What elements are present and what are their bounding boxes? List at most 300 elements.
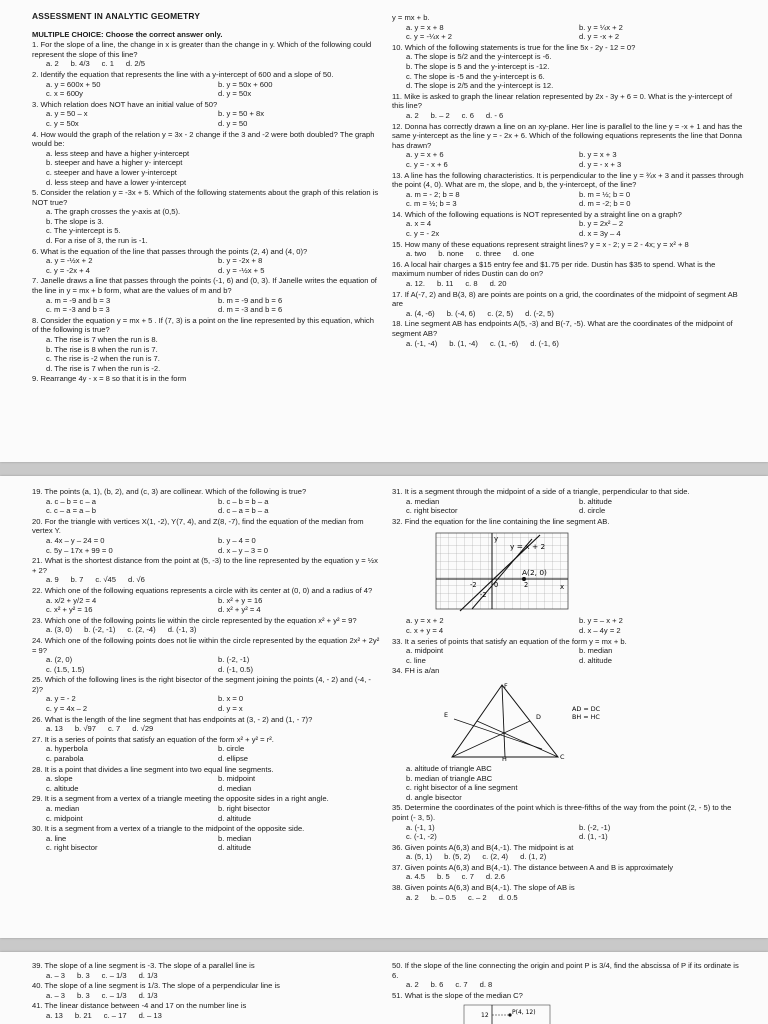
answer-option[interactable]: a. hyperbola (46, 744, 88, 754)
answer-options (32, 335, 382, 373)
question-stem (392, 961, 744, 980)
question-number: 17. (392, 289, 403, 299)
answer-option[interactable]: a. 13 (46, 724, 63, 734)
question-item (392, 961, 744, 990)
answer-option[interactable]: b. 4/3 (70, 59, 90, 69)
question-stem (392, 43, 744, 53)
answer-option[interactable]: a. line (46, 833, 67, 843)
answer-option[interactable]: c. 8 (465, 279, 478, 289)
answer-option[interactable]: d. (1, 2) (520, 852, 547, 862)
question-text: If A(-7, 2) and B(3, 8) are points are points on a grid, the coordinates of the midpoint of segment AB are (392, 289, 738, 309)
question-stem (32, 824, 382, 834)
question-item (392, 666, 744, 676)
answer-options (32, 149, 382, 187)
answer-option[interactable]: a. y = - 2 (46, 694, 76, 704)
worksheet-page-3 (0, 952, 768, 1024)
answer-option[interactable]: d. altitude (218, 813, 251, 823)
answer-option[interactable]: d. altitude (218, 843, 251, 853)
answer-option[interactable]: a. median (406, 496, 440, 506)
answer-option[interactable]: a. midpoint (406, 646, 444, 656)
question-text: For the triangle with vertices X(1, -2), Y(7, 4), and Z(8, -7), find the equation of the median from vertex Y. (32, 516, 364, 536)
answer-options (32, 59, 382, 69)
question-item (32, 636, 382, 674)
answer-option[interactable]: d. 8 (479, 980, 493, 990)
question-stem (392, 637, 744, 647)
answer-option[interactable]: c. (2, 5) (487, 308, 514, 318)
answer-option[interactable]: a. median (46, 804, 80, 813)
answer-option[interactable]: a. x/2 + y/2 = 4 (46, 595, 97, 605)
answer-option[interactable]: b. – 2 (430, 110, 450, 120)
answer-option[interactable]: c. y = -¼x + 2 (406, 32, 453, 42)
question-number: 37. (392, 862, 403, 872)
question-stem (32, 316, 382, 335)
answer-option[interactable]: c. 6 (461, 110, 474, 120)
answer-option[interactable]: c. right bisector (46, 843, 98, 853)
answer-options (32, 774, 382, 793)
answer-options (392, 616, 744, 635)
answer-option[interactable]: c. m = ½; b = 3 (406, 199, 457, 209)
question-item (392, 43, 744, 91)
answer-option[interactable]: a. m = -9 and b = 3 (46, 295, 111, 305)
question-stem (392, 666, 744, 676)
question-item (32, 374, 382, 384)
answer-option[interactable]: d. √29 (132, 724, 154, 734)
question-list (32, 961, 382, 1021)
question-number: 28. (32, 764, 43, 774)
answer-options (392, 279, 744, 289)
answer-option[interactable]: b. 6 (430, 980, 444, 990)
answer-option[interactable]: b. m = ½; b = 0 (579, 189, 631, 199)
question-stem (392, 13, 744, 23)
answer-option[interactable]: a. (3, 0) (46, 625, 73, 635)
coordinate-graph (432, 529, 572, 613)
answer-option[interactable]: d. 1/3 (138, 990, 158, 1000)
answer-option[interactable]: d. 20 (489, 279, 507, 289)
answer-option[interactable]: d. – 13 (138, 1010, 162, 1020)
answer-option[interactable]: c. The slope is -5 and the y-intercept is 6. (406, 71, 545, 81)
answer-option[interactable]: b. – 0.5 (430, 892, 457, 902)
answer-option[interactable]: a. 13 (46, 1010, 63, 1020)
answer-option[interactable]: b. m = -9 and b = 6 (218, 295, 283, 305)
question-number: 4. (32, 129, 39, 139)
question-text: The points (a, 1), (b, 2), and (c, 3) are collinear. Which of the following is true? (44, 487, 307, 496)
answer-option[interactable]: b. none (438, 249, 464, 259)
answer-option[interactable]: b. (5, 2) (444, 852, 471, 862)
answer-option[interactable]: c. m = -3 and b = 3 (46, 305, 110, 315)
question-item (392, 487, 744, 516)
question-text: If the slope of the line connecting the origin and point P is 3/4, find the abscissa of P if its ordinate is 6. (392, 961, 739, 980)
question-number: 9. (32, 374, 39, 384)
answer-option[interactable]: b. median (218, 833, 252, 843)
answer-option[interactable]: c. 7 (107, 724, 121, 734)
answer-option[interactable]: a. y = x + 8 (406, 22, 444, 32)
question-stem (392, 803, 744, 822)
question-text: What is the equation of the line that passes through the points (2, 4) and (4, 0)? (40, 246, 308, 256)
question-number: 35. (392, 803, 403, 813)
answer-option[interactable]: a. altitude of triangle ABC (406, 763, 492, 773)
answer-option[interactable]: c. midpoint (46, 813, 83, 823)
answer-option[interactable]: d. x = 3y – 4 (579, 229, 621, 239)
question-text: Which one of the following equations represents a circle with its center at (0, 0) and a radius of 4? (44, 585, 373, 595)
bisector-line (454, 719, 542, 749)
answer-option[interactable]: b. median of triangle ABC (406, 773, 493, 783)
answer-option[interactable]: b. y = x + 3 (579, 150, 617, 160)
question-text: It is a series of points that satisfy an equation of the form x² + y² = r². (44, 734, 274, 744)
answer-option[interactable]: d. y = 50 (218, 118, 248, 128)
answer-option[interactable]: c. y = 50x (46, 118, 79, 128)
question-number: 11. (392, 91, 402, 101)
answer-option[interactable]: d. y = - x + 3 (579, 159, 622, 169)
question-item (32, 517, 382, 555)
question-stem (32, 276, 382, 295)
question-stem (392, 517, 744, 527)
question-text: Donna has correctly drawn a line on an xy-plane. Her line is parallel to the line y = -x + 1 and has the same y-intercept as the line y = - 2x + 6. Which of the following equations represents the line that Donna has drawn? (392, 121, 743, 150)
answer-option[interactable]: a. y = 600x + 50 (46, 79, 101, 89)
answer-option[interactable]: c. – 2 (468, 892, 487, 902)
question-number: 33. (392, 636, 403, 646)
answer-option[interactable]: d. altitude (579, 655, 612, 665)
question-text: Which one of the following points lie within the circle represented by the equation x² + y² = 9? (44, 615, 357, 625)
answer-option[interactable]: b. The rise is 8 when the run is 7. (46, 344, 158, 354)
answer-option[interactable]: d. (-2, 5) (525, 308, 554, 318)
answer-option[interactable]: d. 2/5 (125, 59, 145, 69)
answer-option[interactable]: c. y = - x + 6 (406, 159, 448, 169)
answer-option[interactable]: d. m = -2; b = 0 (579, 199, 631, 209)
answer-option[interactable]: d. less steep and have a lower y-intercept (46, 177, 187, 187)
question-text: It is a segment from a vertex of a triangle meeting the opposite sides in a right angle. (44, 794, 329, 804)
answer-options (392, 980, 744, 990)
answer-option[interactable]: c. x + y = 4 (406, 625, 444, 635)
answer-option[interactable]: a. y = x + 2 (406, 616, 444, 626)
answer-option[interactable]: c. y = - 2x (406, 229, 440, 239)
answer-option[interactable]: d. x – 4y = 2 (579, 625, 621, 635)
answer-option[interactable]: c. (2, -4) (127, 625, 156, 635)
tick-neg2: -2 (470, 581, 477, 590)
question-stem (392, 260, 744, 279)
answer-option[interactable]: b. (-2, -1) (579, 822, 611, 832)
answer-option[interactable]: a. c – b = c – a (46, 496, 97, 506)
answer-option[interactable]: b. y = -2x + 8 (218, 256, 263, 266)
answer-option[interactable]: d. √6 (127, 575, 145, 585)
answer-option[interactable]: a. y = -½x + 2 (46, 256, 93, 266)
answer-option[interactable]: b. (-4, 6) (446, 308, 476, 318)
page2-right-column (392, 486, 744, 902)
question-stem (392, 991, 744, 1001)
answer-option[interactable]: b. The slope is 5 and the y-intercept is -12. (406, 61, 550, 71)
answer-option[interactable]: d. 0.5 (498, 892, 518, 902)
question-number: 14. (392, 209, 403, 219)
answer-option[interactable]: b. x² + y = 16 (218, 595, 263, 605)
answer-option[interactable]: c. three (475, 249, 501, 259)
answer-option[interactable]: a. (4, -6) (406, 308, 435, 318)
answer-option[interactable]: d. one (512, 249, 535, 259)
question-item (392, 290, 744, 319)
answer-option[interactable]: c. y = -2x + 4 (46, 265, 90, 275)
question-number: 51. (392, 990, 403, 1000)
question-number: 25. (32, 675, 43, 685)
question-stem (392, 843, 744, 853)
answer-option[interactable]: a. 9 (46, 575, 59, 585)
question-text: Line segment AB has endpoints A(5, -3) and B(-7, -5). What are the coordinates of the midpoint of segment AB? (392, 319, 733, 338)
question-number: 40. (32, 981, 43, 991)
worksheet-page-1 (0, 0, 768, 462)
tick-y-neg2: -2 (480, 591, 487, 600)
answer-option[interactable]: a. 12. (406, 279, 425, 289)
answer-option[interactable]: c. 1 (101, 59, 114, 69)
answer-option[interactable]: a. 2 (406, 892, 419, 902)
answer-option[interactable]: b. (-2, -1) (84, 625, 116, 635)
question-item (32, 735, 382, 764)
question-item (392, 883, 744, 902)
answer-option[interactable]: d. y = x (218, 704, 243, 714)
answer-option[interactable]: d. - 6 (485, 110, 504, 120)
answer-option[interactable]: c. y = 4x – 2 (46, 704, 88, 714)
question-number: 23. (32, 615, 43, 625)
question-number: 16. (392, 259, 403, 269)
answer-option[interactable]: d. y = -½x + 5 (218, 265, 265, 275)
answer-option[interactable]: b. y = 2x² – 2 (579, 219, 624, 229)
answer-option[interactable]: c. The rise is -2 when the run is 7. (46, 354, 160, 364)
answer-option[interactable]: d. circle (579, 506, 606, 516)
question-text: Consider the equation y = mx + 5 . If (7, 3) is a point on the line represented by this equation, which of the following is true? (32, 315, 374, 335)
question-item (32, 981, 382, 1000)
answer-option[interactable]: c. (2, 4) (482, 852, 509, 862)
question-stem (32, 487, 382, 497)
answer-option[interactable]: b. 3 (77, 970, 90, 980)
question-text: How would the graph of the relation y = 3x - 2 change if the 3 and -2 were both doubled? The graph would be: (32, 129, 375, 149)
answer-option[interactable]: c. 5y – 17x + 99 = 0 (46, 545, 113, 555)
question-stem (392, 240, 744, 250)
answer-option[interactable]: a. (-1, 1) (406, 822, 435, 832)
question-number: 30. (32, 824, 43, 834)
answer-option[interactable]: b. 3 (77, 990, 90, 1000)
question-text: A local hair charges a $15 entry fee and $1.75 per ride. Dustin has $35 to spend. What is the maximum number of rides Dustin can do on? (392, 259, 716, 279)
question-stem (32, 586, 382, 596)
tick-12: 12 (481, 1012, 489, 1020)
question-item (32, 765, 382, 794)
answer-option[interactable]: d. (-1, 6) (530, 338, 559, 348)
answer-option[interactable]: a. The rise is 7 when the run is 8. (46, 335, 158, 344)
question-number: 5. (32, 188, 39, 198)
answer-options (392, 23, 744, 42)
answer-option[interactable]: c. x² + y² = 16 (46, 605, 93, 615)
answer-option[interactable]: a. – 3 (46, 970, 65, 980)
answer-option[interactable]: c. right bisector (406, 506, 458, 516)
answer-options (32, 596, 382, 615)
answer-option[interactable]: d. c – a = b – a (218, 506, 269, 516)
question-item (392, 13, 744, 42)
answer-option[interactable]: c. (1.5, 1.5) (46, 664, 85, 674)
question-number: 31. (392, 487, 403, 496)
question-stem (392, 863, 744, 873)
answer-option[interactable]: a. (5, 1) (406, 852, 433, 862)
question-number: 15. (392, 239, 403, 249)
answer-option[interactable]: d. m = -3 and b = 6 (218, 305, 283, 315)
point-a-label: A(2, 0) (522, 568, 547, 578)
question-text: Which of the following equations is NOT represented by a straight line on a graph? (404, 209, 682, 219)
question-item (32, 487, 382, 516)
question-text: It a series of points that satisfy an equation of the form y = mx + b. (404, 636, 627, 646)
question-stem (392, 487, 744, 497)
answer-option[interactable]: c. line (406, 655, 426, 665)
answer-option[interactable]: a. 4.5 (406, 872, 425, 882)
question-text: y = mx + b. (392, 13, 430, 22)
answer-option[interactable]: a. The graph crosses the y-axis at (0,5). (46, 207, 181, 217)
answer-option[interactable]: d. angle bisector (406, 792, 462, 802)
answer-option[interactable]: c. 7 (455, 980, 468, 990)
note-ad-dc: AD = DC (572, 704, 601, 713)
answer-option[interactable]: a. x = 4 (406, 219, 432, 229)
page1-right-column (392, 12, 744, 348)
answer-option[interactable]: b. circle (218, 744, 245, 754)
question-item (392, 517, 744, 527)
answer-option[interactable]: c. steeper and have a lower y-intercept (46, 167, 177, 177)
answer-options (32, 834, 382, 853)
question-number: 20. (32, 516, 43, 526)
answer-option[interactable]: a. less steep and have a higher y-intercept (46, 148, 190, 158)
question-text: Rearrange 4y - x = 8 so that it is in the form (40, 374, 187, 384)
page2-left-column (32, 486, 382, 853)
point-p-label: P(4, 12) (512, 1009, 536, 1017)
answer-option[interactable]: b. steeper and have a higher y- intercept (46, 158, 183, 168)
answer-option[interactable]: b. y = ¼x + 2 (579, 22, 623, 32)
label-h: H (502, 754, 507, 761)
question-text: For the slope of a line, the change in x is greater than the change in y. Which of the following could represent the slope of this line? (32, 40, 372, 59)
answer-option[interactable]: a. 4x – y – 24 = 0 (46, 535, 105, 545)
answer-option[interactable]: c. (-1, -2) (406, 832, 437, 842)
answer-option[interactable]: c. right bisector of a line segment (406, 783, 518, 793)
answer-option[interactable]: b. The slope is 3. (46, 216, 104, 226)
answer-option[interactable]: d. The slope is 2/5 and the y-intercept is 12. (406, 81, 554, 91)
answer-option[interactable]: a. 2 (406, 110, 419, 120)
answer-option[interactable]: d. 2.6 (485, 872, 505, 882)
question-number: 8. (32, 315, 39, 325)
answer-option[interactable]: d. (1, -1) (579, 832, 608, 842)
question-item (32, 794, 382, 823)
answer-option[interactable]: b. 5 (437, 872, 450, 882)
question-list (392, 764, 744, 902)
answer-option[interactable]: b. median (579, 646, 613, 656)
question-stem (392, 883, 744, 893)
answer-option[interactable]: c. √45 (95, 575, 116, 585)
answer-options (392, 150, 744, 169)
answer-option[interactable]: a. – 3 (46, 990, 65, 1000)
answer-option[interactable]: a. y = x + 6 (406, 150, 444, 160)
question-text: Janelle draws a line that passes through the points (-1, 6) and (0, 3). If Janelle writes the equation of the line in y = mx + b form, what are the values of m and b? (32, 276, 377, 296)
answer-option[interactable]: b. 11 (437, 279, 454, 289)
answer-option[interactable]: a. m = - 2; b = 8 (406, 189, 460, 199)
answer-option[interactable]: d. The rise is 7 when the run is -2. (46, 363, 161, 373)
question-stem (32, 675, 382, 694)
answer-option[interactable]: a. slope (46, 774, 73, 784)
answer-option[interactable]: d. x² + y² = 4 (218, 605, 261, 615)
answer-option[interactable]: c. parabola (46, 754, 84, 764)
question-text: What is the shortest distance from the point at (5, -3) to the line represented by the equation y = ½x + 2? (32, 556, 378, 575)
answer-option[interactable]: a. y = 50 – x (46, 109, 88, 119)
answer-option[interactable]: b. 21 (74, 1010, 92, 1020)
answer-option[interactable]: d. median (218, 783, 252, 793)
answer-options (32, 724, 382, 734)
answer-option[interactable]: b. y – 4 = 0 (218, 535, 256, 545)
answer-option[interactable]: b. midpoint (218, 774, 256, 784)
answer-options (392, 309, 744, 319)
answer-option[interactable]: d. (-1, 0.5) (218, 664, 254, 674)
answer-option[interactable]: c. The y-intercept is 5. (46, 226, 121, 236)
answer-options (392, 52, 744, 90)
question-stem (392, 210, 744, 220)
answer-option[interactable]: b. y = 50 + 8x (218, 109, 265, 119)
worksheet-page-2 (0, 476, 768, 938)
question-stem (32, 735, 382, 745)
question-list (392, 616, 744, 676)
answer-option[interactable]: c. (1, -6) (489, 338, 519, 348)
answer-option[interactable]: b. √97 (74, 724, 96, 734)
question-text: Determine the coordinates of the point which is three-fifths of the way from the point (2, - 5) to the point (- 3, 5). (392, 803, 732, 822)
answer-option[interactable]: b. 7 (70, 575, 84, 585)
answer-option[interactable]: b. right bisector (218, 804, 270, 813)
question-number: 24. (32, 635, 43, 645)
answer-option[interactable]: c. – 17 (103, 1010, 127, 1020)
answer-option[interactable]: d. 1/3 (138, 970, 158, 980)
answer-option[interactable]: c. – 1/3 (101, 970, 127, 980)
answer-option[interactable]: a. The slope is 5/2 and the y-intercept is -6. (406, 52, 552, 62)
answer-option[interactable]: c. c – a = a – b (46, 506, 97, 516)
answer-option[interactable]: d. ellipse (218, 754, 248, 764)
answer-option[interactable]: c. altitude (46, 783, 79, 793)
answer-option[interactable]: b. altitude (579, 496, 612, 506)
answer-option[interactable]: b. y = 50x + 600 (218, 79, 273, 89)
question-item (392, 991, 744, 1001)
answer-option[interactable]: b. (1, -4) (449, 338, 478, 348)
question-number: 7. (32, 276, 39, 286)
answer-option[interactable]: a. 2 (406, 980, 419, 990)
instructions: MULTIPLE CHOICE: Choose the correct answer only. (32, 29, 223, 39)
answer-option[interactable]: b. c – b = b – a (218, 496, 269, 506)
question-text: Consider the relation y = -3x + 5. Which of the following statements about the graph of this relation is NOT true? (32, 188, 379, 207)
answer-option[interactable]: a. 2 (46, 59, 59, 69)
answer-option[interactable]: d. For a rise of 3, the run is -1. (46, 236, 148, 246)
answer-options (392, 219, 744, 238)
graph-figure-51 (462, 1003, 744, 1024)
answer-option[interactable]: a. (-1, -4) (406, 338, 438, 348)
answer-option[interactable]: b. x = 0 (218, 694, 244, 704)
triangle-diagram (432, 679, 622, 761)
answer-option[interactable]: b. (-2, -1) (218, 655, 250, 665)
question-item (32, 70, 382, 99)
question-item (32, 824, 382, 853)
question-text: It is a point that divides a line segment into two equal line segments. (44, 764, 274, 774)
answer-option[interactable]: c. 7 (461, 872, 474, 882)
question-stem (32, 1001, 382, 1011)
answer-option[interactable]: c. x = 600y (46, 89, 83, 99)
answer-option[interactable]: d. (-1, 3) (167, 625, 197, 635)
question-item (32, 675, 382, 713)
question-stem (32, 100, 382, 110)
answer-option[interactable]: c. – 1/3 (101, 990, 127, 1000)
question-stem (392, 171, 744, 190)
answer-option[interactable]: d. y = -x + 2 (579, 32, 620, 42)
answer-option[interactable]: b. y = – x + 2 (579, 616, 623, 626)
answer-option[interactable]: a. (2, 0) (46, 655, 73, 665)
question-number: 39. (32, 961, 43, 970)
answer-option[interactable]: d. x – y – 3 = 0 (218, 545, 269, 555)
answer-option[interactable]: a. two (406, 249, 427, 259)
answer-option[interactable]: d. y = 50x (218, 89, 252, 99)
question-list (392, 487, 744, 526)
question-item (392, 637, 744, 666)
label-e: E (444, 710, 449, 719)
question-text: Which of the following statements is true for the line 5x - 2y - 12 = 0? (404, 42, 636, 52)
